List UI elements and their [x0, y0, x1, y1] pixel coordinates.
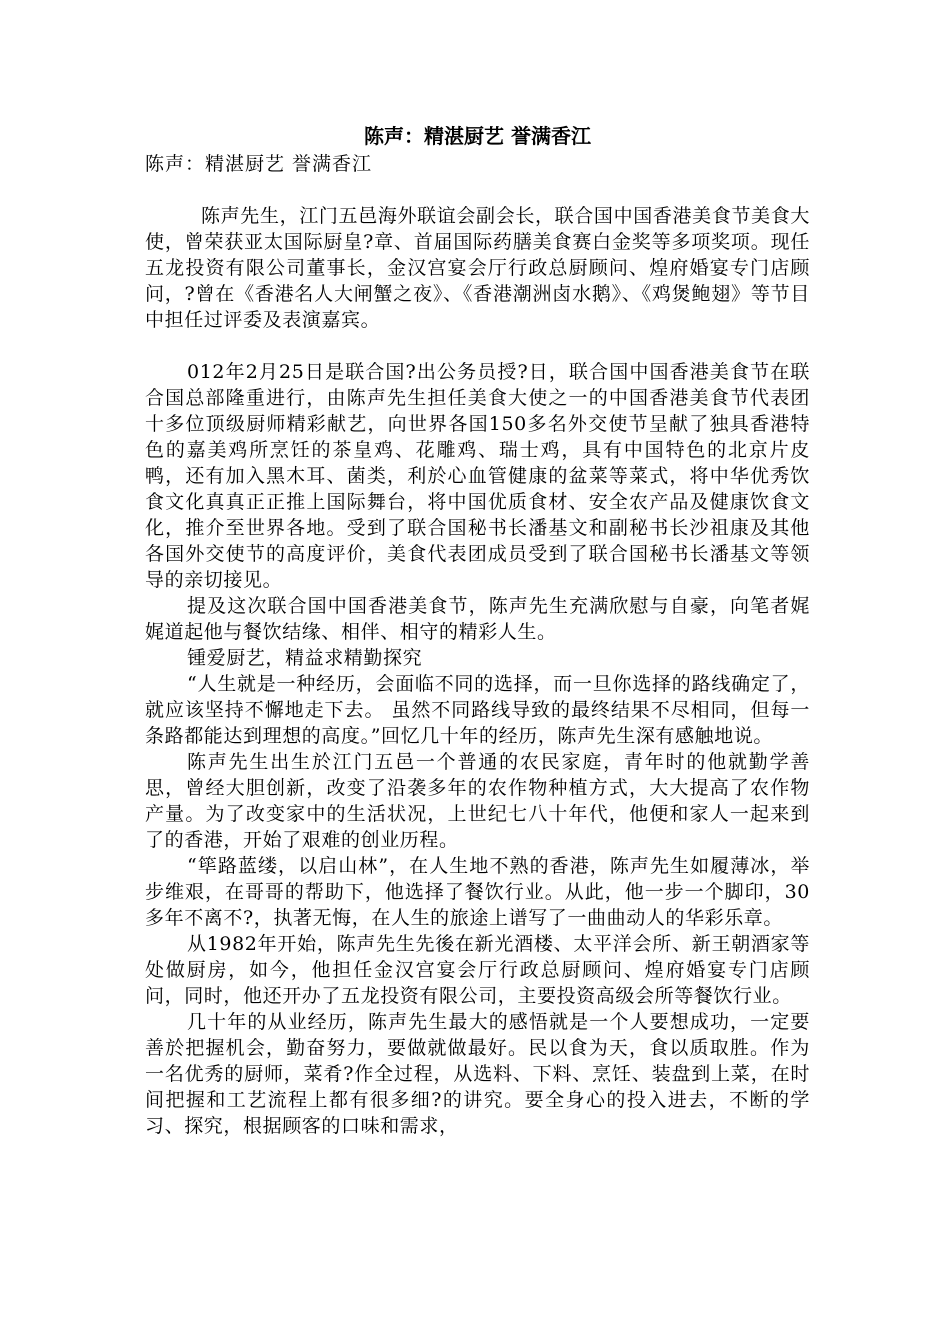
paragraph-intro: 陈声先生，江门五邑海外联谊会副会长，联合国中国香港美食节美食大使，曾荣获亚太国际厨皇?章、首届国际药膳美食赛白金奖等多项奖项。现任五龙投资有限公司董事长，金汉宫宴会厅行政总厨顾问、煌府婚宴专门店顾问，?曾在《香港名人大闸蟹之夜》、《香港潮洲卤水鹅》、《鸡煲鲍翅》等节目中担任过评委及表演嘉宾。	[145, 205, 810, 331]
document-subtitle: 陈声：精湛厨艺 誉满香江	[145, 153, 373, 175]
paragraph-quote: “人生就是一种经历，会面临不同的选择，而一旦你选择的路线确定了，就应该坚持不懈地走下去。 虽然不同路线导致的最终结果不尽相同，但每一条路都能达到理想的高度。”回忆几十年的经历，陈声先生深有感触地说。	[145, 673, 810, 747]
paragraph-gap	[145, 333, 810, 359]
paragraph-background: 陈声先生出生於江门五邑一个普通的农民家庭，青年时的他就勤学善思，曾经大胆创新，改变了沿袭多年的农作物种植方式，大大提高了农作物产量。为了改变家中的生活状况，上世纪七八十年代，他便和家人一起来到了的香港，开始了艰难的创业历程。	[145, 751, 810, 851]
paragraph-career-history: 从1982年开始，陈声先生先後在新光酒楼、太平洋会所、新王朝酒家等处做厨房，如今，他担任金汉宫宴会厅行政总厨顾问、煌府婚宴专门店顾问，同时，他还开办了五龙投资有限公司，主要投资高级会所等餐饮行业。	[145, 933, 810, 1007]
paragraph-recollection: 提及这次联合国中国香港美食节，陈声先生充满欣慰与自豪，向笔者娓娓道起他与餐饮结缘、相伴、相守的精彩人生。	[145, 595, 810, 643]
paragraph-career-start: “筚路蓝缕，以启山林”，在人生地不熟的香港，陈声先生如履薄冰，举步维艰，在哥哥的帮助下，他选择了餐饮行业。从此，他一步一个脚印，30多年不离不?，执著无悔，在人生的旅途上谱写了一曲曲动人的华彩乐章。	[145, 855, 810, 929]
document-title: 陈声：精湛厨艺 誉满香江	[364, 124, 591, 148]
document-page	[145, 121, 810, 1139]
paragraph-insight: 几十年的从业经历，陈声先生最大的感悟就是一个人要想成功，一定要善於把握机会，勤奋努力，要做就做最好。民以食为天，食以质取胜。作为一名优秀的厨师，菜肴?作全过程，从选料、下料、烹饪、装盘到上菜，在时间把握和工艺流程上都有很多细?的讲究。要全身心的投入进去，不断的学习、探究，根据顾客的口味和需求，	[145, 1011, 810, 1137]
paragraph-un-food-festival: 012年2月25日是联合国?出公务员授?日，联合国中国香港美食节在联合国总部隆重进行，由陈声先生担任美食大使之一的中国香港美食节代表团十多位顶级厨师精彩献艺，向世界各国150多名外交使节呈献了独具香港特色的嘉美鸡所烹饪的茶皇鸡、花雕鸡、瑞士鸡，具有中国特色的北京片皮鸭，还有加入黑木耳、菌类，利於心血管健康的盆菜等菜式，将中华优秀饮食文化真真正正推上国际舞台，将中国优质食材、安全农产品及健康饮食文化，推介至世界各地。受到了联合国秘书长潘基文和副秘书长沙祖康及其他各国外交使节的高度评价，美食代表团成员受到了联合国秘书长潘基文等领导的亲切接见。	[145, 361, 810, 591]
section-heading: 锺爱厨艺，精益求精勤探究	[187, 647, 423, 669]
